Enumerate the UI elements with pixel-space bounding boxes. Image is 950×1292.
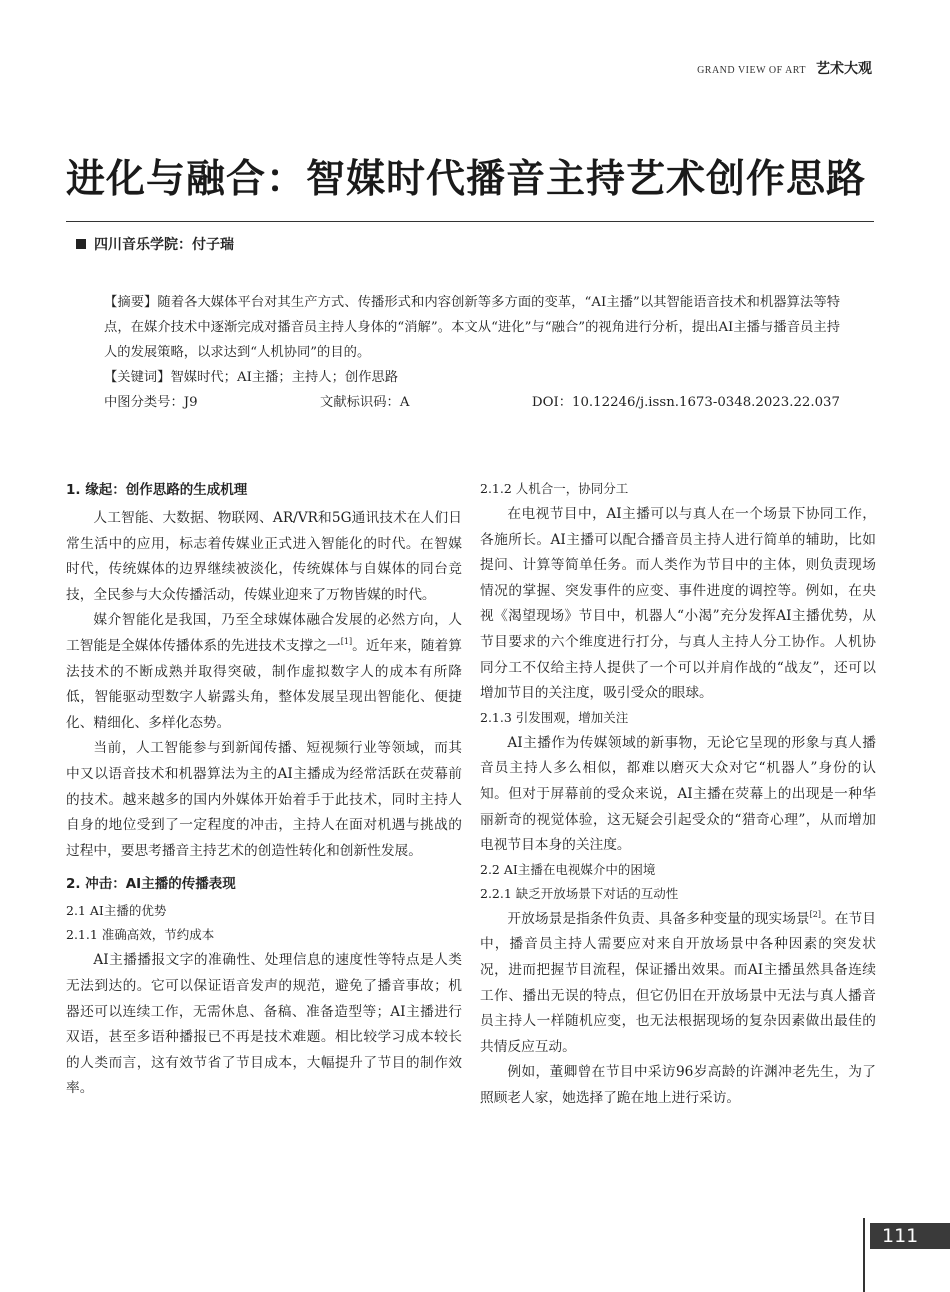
section-heading: 1. 缘起：创作思路的生成机理 [66, 482, 248, 498]
paragraph: 媒介智能化是我国，乃至全球媒体融合发展的必然方向，人工智能是全媒体传播体系的先进技术支撑之一[1]。近年来，随着算法技术的不断成熟并取得突破，制作虚拟数字人的成本有所降低，智能驱动型数字人崭露头角，整体发展呈现出智能化、便捷化、精细化、多样化态势。 [66, 612, 462, 731]
paragraph: 在电视节目中，AI主播可以与真人在一个场景下协同工作，各施所长。AI主播可以配合播音员主持人进行简单的辅助，比如提问、计算等简单任务。而人类作为节目中的主体，则负责现场情况的掌握、突发事件的应变、事件进度的调控等。例如，在央视《渴望现场》节目中，机器人“小渴”充分发挥AI主播优势，从节目要求的六个维度进行打分，与真人主持人分工协作。人机协同分工不仅给主持人提供了一个可以并肩作战的“战友”，还可以增加节目的关注度，吸引受众的眼球。 [480, 506, 876, 702]
section-heading: 2. 冲击：AI主播的传播表现 [66, 876, 236, 893]
running-header [697, 58, 872, 78]
square-bullet-icon [76, 239, 86, 249]
citation-ref: [2] [809, 909, 822, 919]
subsubsection-heading: 2.1.3 引发围观，增加关注 [480, 709, 629, 725]
paragraph: 当前，人工智能参与到新闻传播、短视频行业等领域，而其中又以语音技术和机器算法为主的AI主播成为经常活跃在荧幕前的技术。越来越多的国内外媒体开始着手于此技术，同时主持人自身的地位受到了一定程度的冲击，主持人在面对机遇与挑战的过程中，要思考播音主持艺术的创造性转化和创新性发展。 [66, 740, 462, 859]
page-number: 111 [870, 1223, 950, 1249]
classification-row [104, 390, 840, 415]
author-name: 四川音乐学院：付子瑞 [94, 237, 234, 253]
right-column [480, 478, 876, 1111]
paragraph: 人工智能、大数据、物联网、AR/VR和5G通讯技术在人们日常生活中的应用，标志着传媒业正式进入智能化的时代。在智媒时代，传统媒体的边界继续被淡化，传统媒体与自媒体的同台竞技，全民参与大众传播活动，传媒业迎来了万物皆媒的时代。 [66, 510, 462, 603]
page-number-rule [863, 1218, 865, 1292]
paragraph: 开放场景是指条件负责、具备多种变量的现实场景[2]。在节目中，播音员主持人需要应对来自开放场景中各种因素的突发状况，进而把握节目流程，保证播出效果。而AI主播虽然具备连续工作、播出无误的特点，但它仍旧在开放场景中无法与真人播音员主持人一样随机应变，也无法根据现场的复杂因素做出最佳的共情反应互动。 [480, 909, 876, 1055]
abstract-block [104, 290, 840, 415]
keywords: 【关键词】智媒时代；AI主播；主持人；创作思路 [104, 370, 399, 385]
title-divider [66, 221, 874, 222]
clc-number: 中图分类号：J9 [104, 395, 198, 410]
article-title: 进化与融合：智媒时代播音主持艺术创作思路 [66, 157, 867, 202]
abstract-text: 【摘要】随着各大媒体平台对其生产方式、传播形式和内容创新等多方面的变革，“AI主播”以其智能语音技术和机器算法等特点，在媒介技术中逐渐完成对播音员主持人身体的“消解”。本文从“进化”与“融合”的视角进行分析，提出AI主播与播音员主持人的发展策略，以求达到“人机协同”的目的。 [104, 295, 840, 360]
doi: DOI：10.12246/j.issn.1673-0348.2023.22.037 [531, 395, 840, 410]
paragraph: AI主播播报文字的准确性、处理信息的速度性等特点是人类无法到达的。它可以保证语音发声的规范，避免了播音事故；机器还可以连续工作，无需休息、备稿、准备造型等；AI主播进行双语，甚至多语种播报已不再是技术难题。相比较学习成本较长的人类而言，这有效节省了节目成本，大幅提升了节目的制作效率。 [66, 952, 462, 1097]
document-code: 文献标识码：A [320, 395, 410, 410]
left-column [66, 478, 462, 1102]
subsection-heading: 2.2 AI主播在电视媒介中的困境 [480, 861, 656, 877]
author-line [76, 234, 234, 254]
subsubsection-heading: 2.1.2 人机合一，协同分工 [480, 481, 629, 496]
subsection-heading: 2.1 AI主播的优势 [66, 903, 167, 919]
subsubsection-heading: 2.2.1 缺乏开放场景下对话的互动性 [480, 885, 679, 901]
paragraph: AI主播作为传媒领域的新事物，无论它呈现的形象与真人播音员主持人多么相似，都难以磨灭大众对它“机器人”身份的认知。但对于屏幕前的受众来说，AI主播在荧幕上的出现是一种华丽新奇的视觉体验，这无疑会引起受众的“猎奇心理”，从而增加电视节目本身的关注度。 [480, 734, 876, 854]
journal-name-cn: 艺术大观 [816, 61, 872, 77]
citation-ref: [1] [340, 636, 353, 646]
subsubsection-heading: 2.1.1 准确高效，节约成本 [66, 927, 215, 943]
paragraph: 例如，董卿曾在节目中采访96岁高龄的许渊冲老先生，为了照顾老人家，她选择了跪在地上进行采访。 [480, 1064, 876, 1106]
journal-name-en: GRAND VIEW OF ART [697, 65, 806, 76]
